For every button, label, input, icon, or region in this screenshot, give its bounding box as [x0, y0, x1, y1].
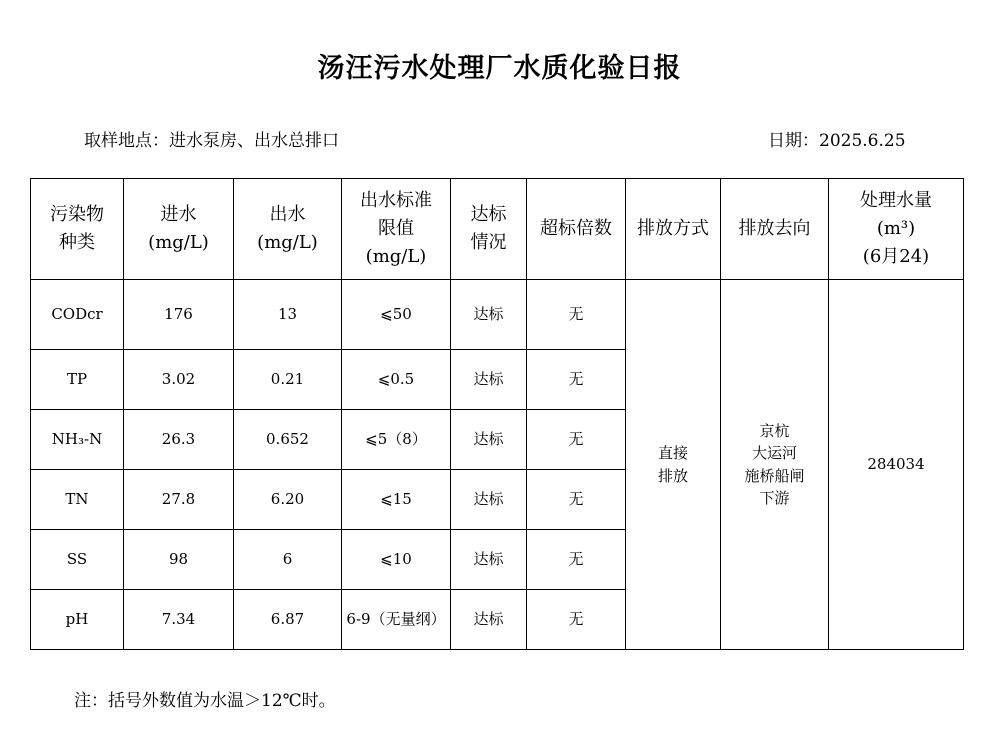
- table-header-row: [31, 179, 964, 280]
- header-pollutant-type: 污染物 种类: [31, 179, 124, 280]
- treated-volume: 284034: [829, 280, 964, 650]
- outflow-value: 6: [234, 530, 342, 590]
- discharge-destination: 京杭 大运河 施桥船闸 下游: [721, 280, 829, 650]
- inflow-value: 3.02: [124, 350, 234, 410]
- outflow-value: 0.652: [234, 410, 342, 470]
- status-value: 达标: [451, 410, 527, 470]
- inflow-value: 176: [124, 280, 234, 350]
- report-date: 日期：2025.6.25: [768, 131, 906, 151]
- inflow-value: 26.3: [124, 410, 234, 470]
- outflow-value: 13: [234, 280, 342, 350]
- status-value: 达标: [451, 350, 527, 410]
- header-limit: 出水标准 限值 (mg/L): [342, 179, 451, 280]
- footnote: 注：括号外数值为水温＞12℃时。: [74, 691, 336, 711]
- exceed-value: 无: [527, 280, 626, 350]
- exceed-value: 无: [527, 470, 626, 530]
- limit-value: 6-9（无量纲）: [342, 590, 451, 650]
- status-value: 达标: [451, 470, 527, 530]
- limit-value: ⩽5（8）: [342, 410, 451, 470]
- discharge-method: 直接 排放: [626, 280, 721, 650]
- limit-value: ⩽15: [342, 470, 451, 530]
- outflow-value: 0.21: [234, 350, 342, 410]
- outflow-value: 6.20: [234, 470, 342, 530]
- header-status: 达标 情况: [451, 179, 527, 280]
- outflow-value: 6.87: [234, 590, 342, 650]
- exceed-value: 无: [527, 410, 626, 470]
- inflow-value: 98: [124, 530, 234, 590]
- limit-value: ⩽10: [342, 530, 451, 590]
- status-value: 达标: [451, 590, 527, 650]
- exceed-value: 无: [527, 350, 626, 410]
- header-outflow: 出水 (mg/L): [234, 179, 342, 280]
- exceed-value: 无: [527, 590, 626, 650]
- header-volume: 处理水量 (m³) (6月24): [829, 179, 964, 280]
- status-value: 达标: [451, 280, 527, 350]
- sampling-location: 取样地点：进水泵房、出水总排口: [84, 131, 339, 151]
- limit-value: ⩽0.5: [342, 350, 451, 410]
- header-inflow: 进水 (mg/L): [124, 179, 234, 280]
- header-destination: 排放去向: [721, 179, 829, 280]
- table-row: [31, 280, 964, 350]
- limit-value: ⩽50: [342, 280, 451, 350]
- report-title: 汤汪污水处理厂水质化验日报: [317, 53, 682, 84]
- header-method: 排放方式: [626, 179, 721, 280]
- inflow-value: 7.34: [124, 590, 234, 650]
- inflow-value: 27.8: [124, 470, 234, 530]
- pollutant-name: pH: [31, 590, 124, 650]
- exceed-value: 无: [527, 530, 626, 590]
- pollutant-name: TN: [31, 470, 124, 530]
- pollutant-name: CODcr: [31, 280, 124, 350]
- header-exceed: 超标倍数: [527, 179, 626, 280]
- pollutant-name: SS: [31, 530, 124, 590]
- pollutant-name: NH₃-N: [31, 410, 124, 470]
- pollutant-name: TP: [31, 350, 124, 410]
- status-value: 达标: [451, 530, 527, 590]
- water-quality-table: [30, 178, 964, 650]
